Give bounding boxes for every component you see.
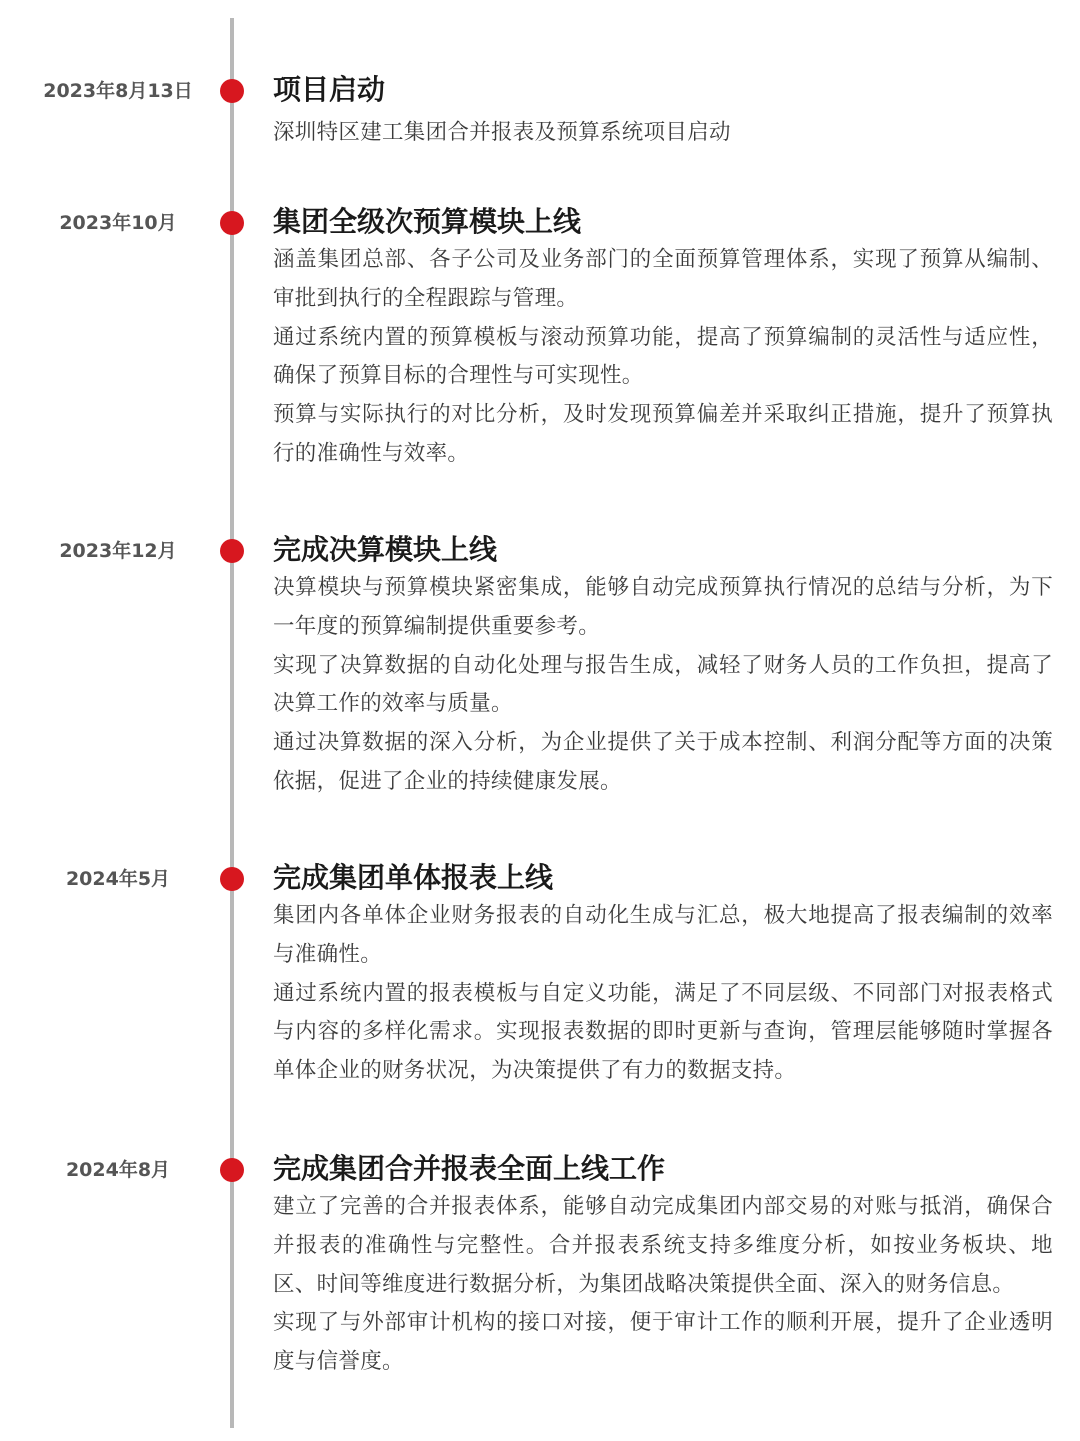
event-paragraph: 实现了与外部审计机构的接口对接，便于审计工作的顺利开展，提升了企业透明度与信誉度。 — [273, 1310, 1053, 1375]
event-body — [273, 569, 1053, 802]
event-title: 完成决算模块上线 — [273, 533, 498, 566]
event-paragraph: 通过系统内置的预算模板与滚动预算功能，提高了预算编制的灵活性与适应性，确保了预算目标的合理性与可实现性。 — [273, 324, 1053, 389]
timeline-dot — [220, 539, 244, 563]
event-paragraph: 集团内各单体企业财务报表的自动化生成与汇总，极大地提高了报表编制的效率与准确性。 — [273, 903, 1053, 967]
event-body — [273, 1188, 1053, 1382]
event-paragraph: 涵盖集团总部、各子公司及业务部门的全面预算管理体系，实现了预算从编制、审批到执行的全程跟踪与管理。 — [273, 247, 1053, 311]
event-paragraph: 通过系统内置的报表模板与自定义功能，满足了不同层级、不同部门对报表格式与内容的多样化需求。实现报表数据的即时更新与查询，管理层能够随时掌握各单体企业的财务状况，为决策提供了有力的数据支持。 — [273, 980, 1053, 1084]
event-title: 完成集团合并报表全面上线工作 — [273, 1152, 666, 1185]
event-date: 2023年8月13日 — [43, 80, 193, 102]
timeline-dot — [220, 79, 244, 103]
event-paragraph: 通过决算数据的深入分析，为企业提供了关于成本控制、利润分配等方面的决策依据，促进了企业的持续健康发展。 — [273, 730, 1053, 794]
event-paragraph: 预算与实际执行的对比分析，及时发现预算偏差并采取纠正措施，提升了预算执行的准确性与效率。 — [273, 402, 1053, 466]
event-title: 项目启动 — [273, 73, 386, 106]
event-date: 2024年8月 — [65, 1159, 171, 1181]
event-paragraph: 实现了决算数据的自动化处理与报告生成，减轻了财务人员的工作负担，提高了决算工作的效率与质量。 — [273, 652, 1053, 717]
timeline-dot — [220, 1158, 244, 1182]
event-body — [273, 897, 1053, 1091]
event-title: 集团全级次预算模块上线 — [273, 205, 582, 238]
event-paragraph: 深圳特区建工集团合并报表及预算系统项目启动 — [273, 120, 731, 145]
event-body — [273, 241, 1053, 474]
event-paragraph: 建立了完善的合并报表体系，能够自动完成集团内部交易的对账与抵消，确保合并报表的准确性与完整性。合并报表系统支持多维度分析，如按业务板块、地区、时间等维度进行数据分析，为集团战略决策提供全面、深入的财务信息。 — [273, 1194, 1053, 1297]
timeline-dot — [220, 867, 244, 891]
event-date: 2023年10月 — [59, 212, 177, 234]
event-body — [273, 114, 1053, 153]
timeline-dot — [220, 211, 244, 235]
event-date: 2023年12月 — [59, 540, 177, 562]
event-date: 2024年5月 — [65, 868, 171, 890]
event-title: 完成集团单体报表上线 — [273, 861, 554, 894]
event-paragraph: 决算模块与预算模块紧密集成，能够自动完成预算执行情况的总结与分析，为下一年度的预算编制提供重要参考。 — [273, 575, 1053, 639]
